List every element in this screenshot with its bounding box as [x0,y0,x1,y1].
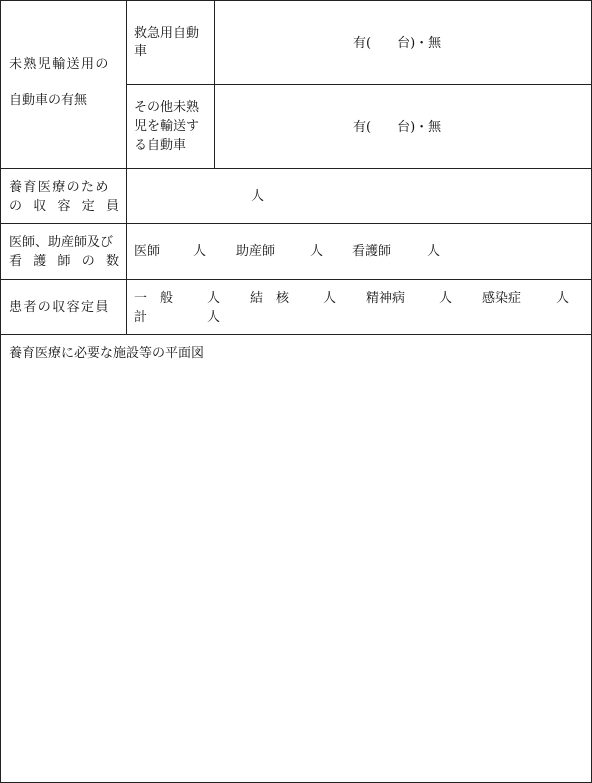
capacity-label-line1: 養育医療のため [9,180,110,195]
nurse-label: 看護師 [352,244,392,259]
emergency-vehicle-label-line1: 救急用自動 [134,26,200,41]
staff-label-line2 [9,252,119,271]
doctor-unit: 人 [193,244,207,259]
row-divider-ambulance-inner [126,84,592,85]
floor-plan-label: 養育医療に必要な施設等の平面図 [9,346,205,361]
total-unit: 人 [207,310,221,325]
row-divider-3 [0,279,592,280]
psychiatric-unit: 人 [439,291,453,306]
ambulance-label-line2: 自動車の有無 [9,93,88,108]
doctor-label: 医師 [134,244,161,259]
capacity-label-char: 員 [105,199,119,214]
other-vehicle-label-line3: る自動車 [134,138,187,153]
midwife-unit: 人 [310,244,324,259]
total-label: 計 [134,310,148,325]
capacity-label-char: 収 [33,199,47,214]
infectious-unit: 人 [556,291,570,306]
staff-label-char: 看 [9,254,23,269]
capacity-unit: 人 [251,189,265,204]
floor-plan-area [1,366,591,782]
tuberculosis-label: 結 核 [250,291,290,306]
psychiatric-label: 精神病 [366,291,406,306]
border-top [0,0,592,1]
staff-label-char: の [81,254,95,269]
staff-label-char: 数 [105,254,119,269]
other-vehicle-label-line1: その他未熟 [134,100,200,115]
emergency-vehicle-count: 有( 台)・無 [353,36,442,51]
other-vehicle-count: 有( 台)・無 [353,120,442,135]
nurse-unit: 人 [427,244,441,259]
midwife-label: 助産師 [236,244,276,259]
staff-label-line1: 医師、助産師及び [9,235,114,250]
capacity-label-char: 定 [81,199,95,214]
capacity-label-char: の [9,199,23,214]
infectious-label: 感染症 [482,291,522,306]
capacity-label-char: 容 [57,199,71,214]
row-divider-4 [0,334,592,335]
column-divider-ambulance-sub [214,0,215,169]
ambulance-label-line1: 未熟児輸送用の [9,57,110,72]
staff-label-char: 師 [57,254,71,269]
other-vehicle-label-line2: 児を輸送す [134,119,200,134]
staff-label-char: 護 [33,254,47,269]
general-unit: 人 [207,291,221,306]
row-divider-1 [0,168,592,169]
emergency-vehicle-label-line2: 車 [134,44,148,59]
row-divider-2 [0,223,592,224]
tuberculosis-unit: 人 [323,291,337,306]
capacity-label-line2 [9,197,119,216]
column-divider-label [126,0,127,335]
general-label: 一 般 [134,291,174,306]
patients-label: 患者の収容定員 [9,300,110,315]
